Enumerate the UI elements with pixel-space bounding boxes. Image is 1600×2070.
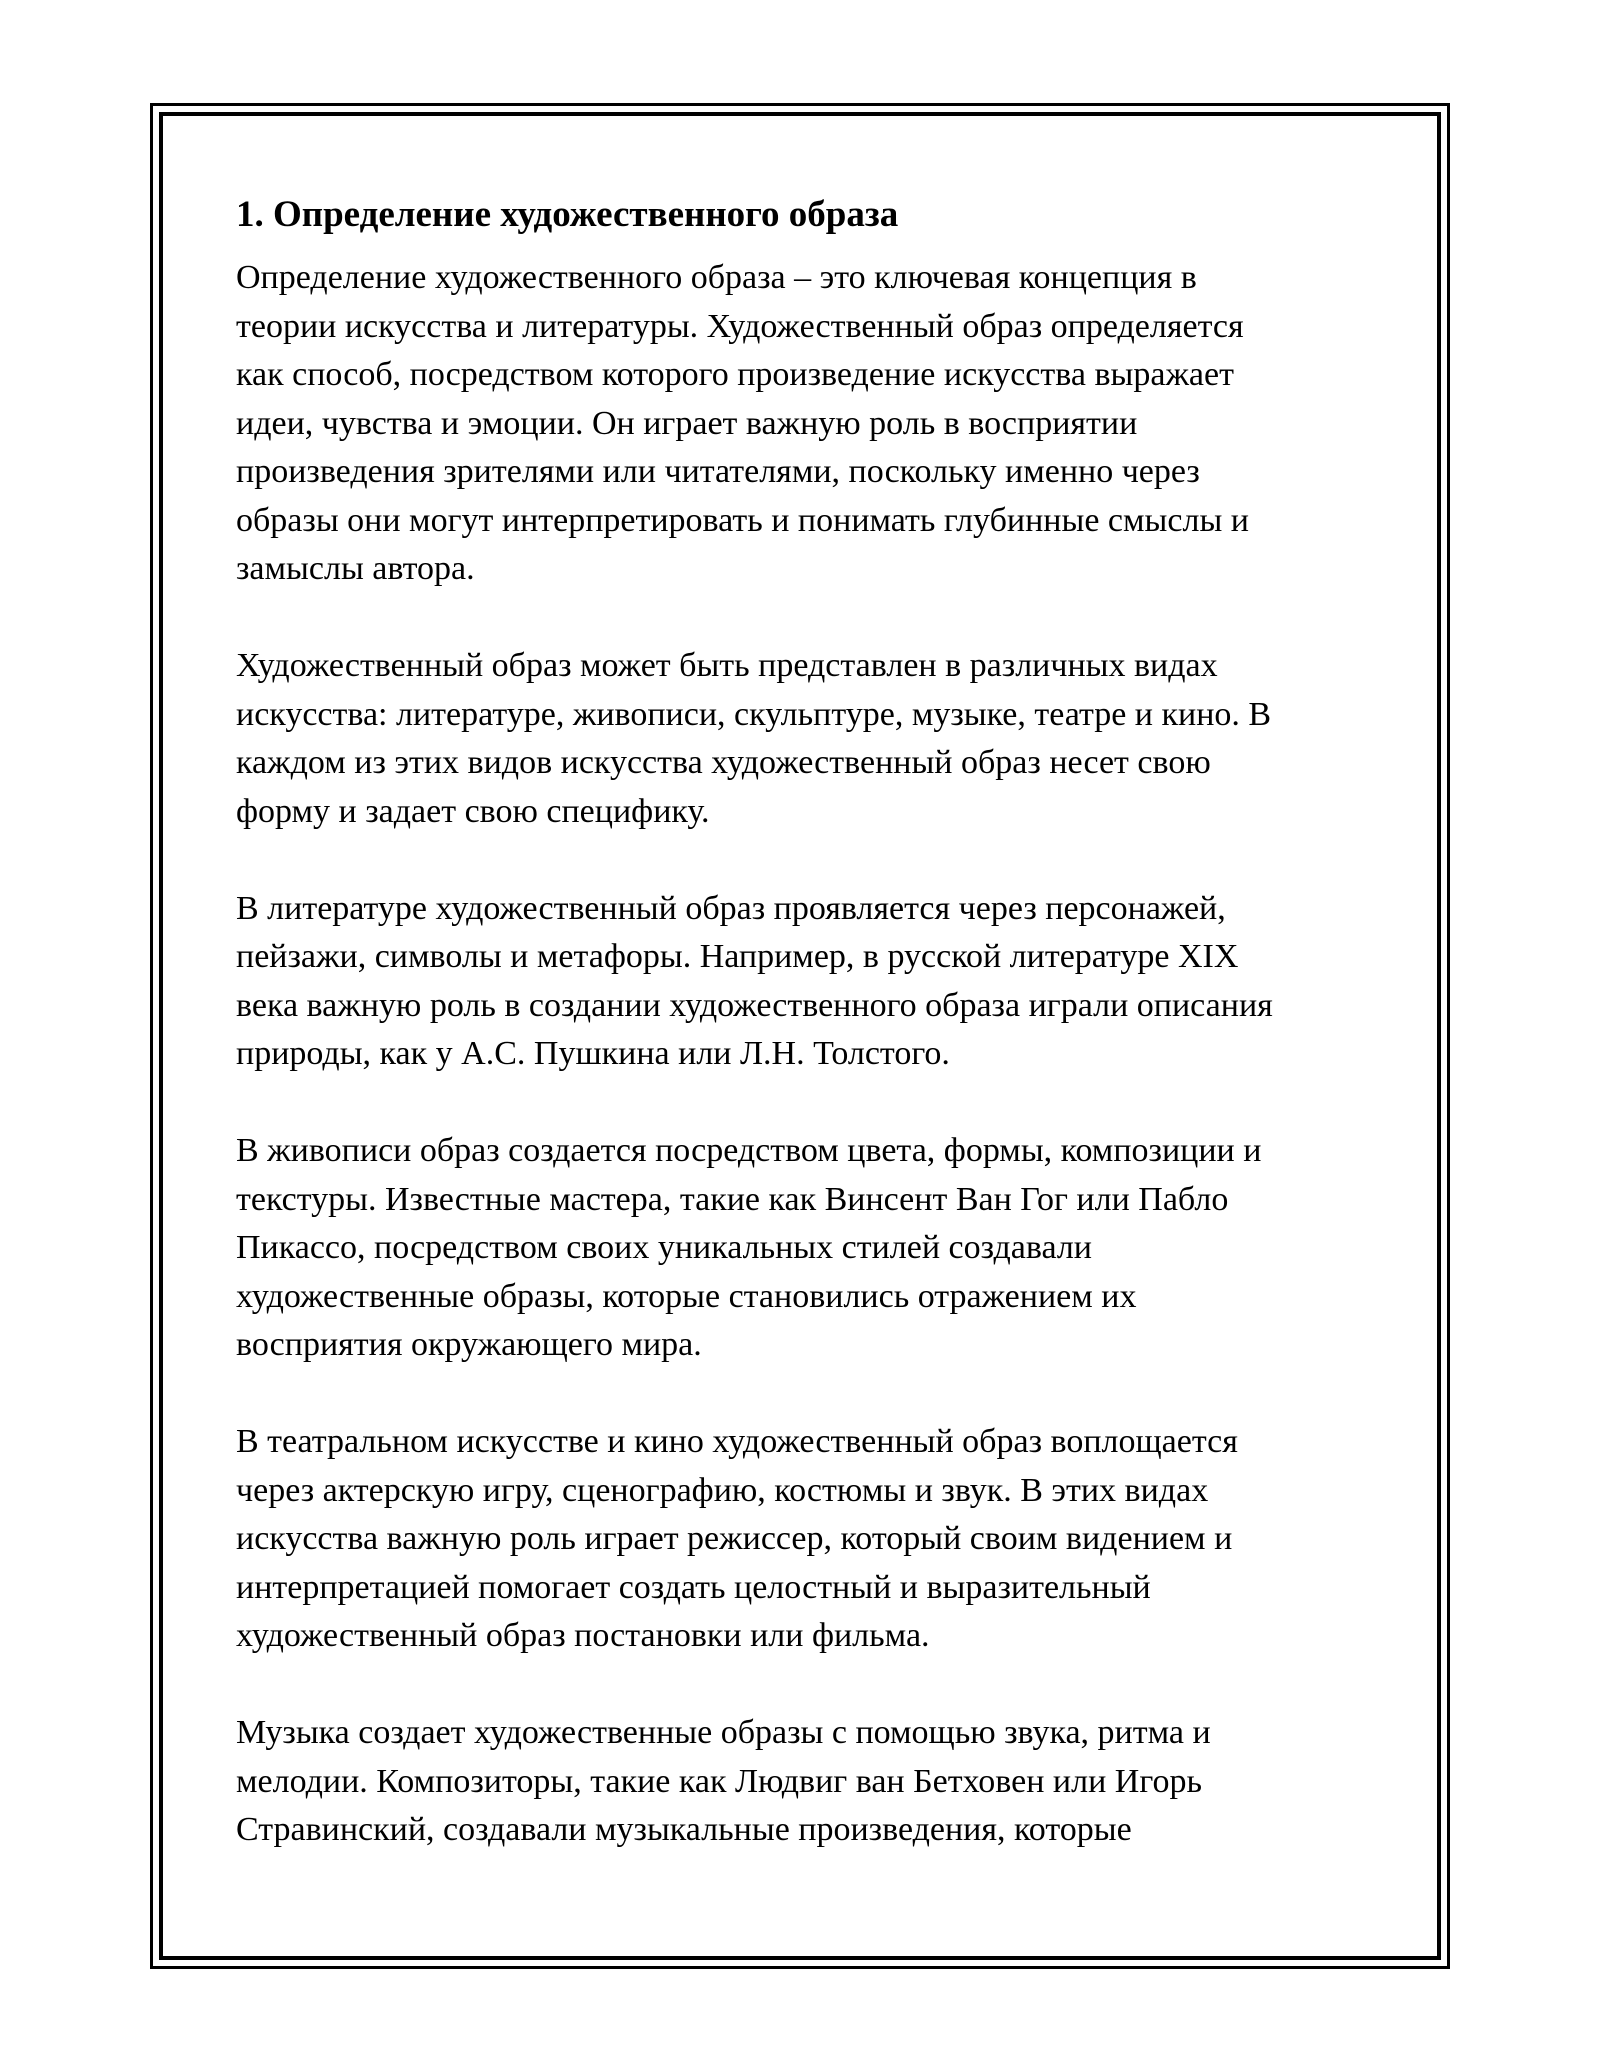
page-content — [236, 186, 1396, 1855]
paragraph-theatre-cinema: В театральном искусстве и кино художественный образ воплощается через актерскую игру, сценографию, костюмы и звук. В этих видах искусства важную роль играет режиссер, который своим видением и интерпретацией помогает создать целостный и выразительный художественный образ постановки или фильма. — [236, 1423, 1238, 1654]
paragraph-painting: В живописи образ создается посредством цвета, формы, композиции и текстуры. Известные мастера, такие как Винсент Ван Гог или Пабло Пикассо, посредством своих уникальных стилей создавали художественные образы, которые становились отражением их восприятия окружающего мира. — [236, 1132, 1262, 1363]
paragraph-art-forms: Художественный образ может быть представлен в различных видах искусства: литературе, живописи, скульптуре, музыке, театре и кино. В каждом из этих видов искусства художественный образ несет свою форму и задает свою специфику. — [236, 647, 1272, 830]
section-heading: 1. Определение художественного образа — [236, 194, 899, 235]
paragraph-literature: В литературе художественный образ проявляется через персонажей, пейзажи, символы и метафоры. Например, в русской литературе XIX века важную роль в создании художественного образа играли описания природы, как у А.С. Пушкина или Л.Н. Толстого. — [236, 889, 1273, 1072]
paragraph-music: Музыка создает художественные образы с помощью звука, ритма и мелодии. Композиторы, такие как Людвиг ван Бетховен или Игорь Стравинский, создавали музыкальные произведения, которые — [236, 1714, 1211, 1848]
paragraph-definition: Определение художественного образа – это ключевая концепция в теории искусства и литературы. Художественный образ определяется как способ, посредством которого произведение искусства выражает идеи, чувства и эмоции. Он играет важную роль в восприятии произведения зрителями или читателями, поскольку именно через образы они могут интерпретировать и понимать глубинные смыслы и замыслы автора. — [236, 259, 1249, 587]
